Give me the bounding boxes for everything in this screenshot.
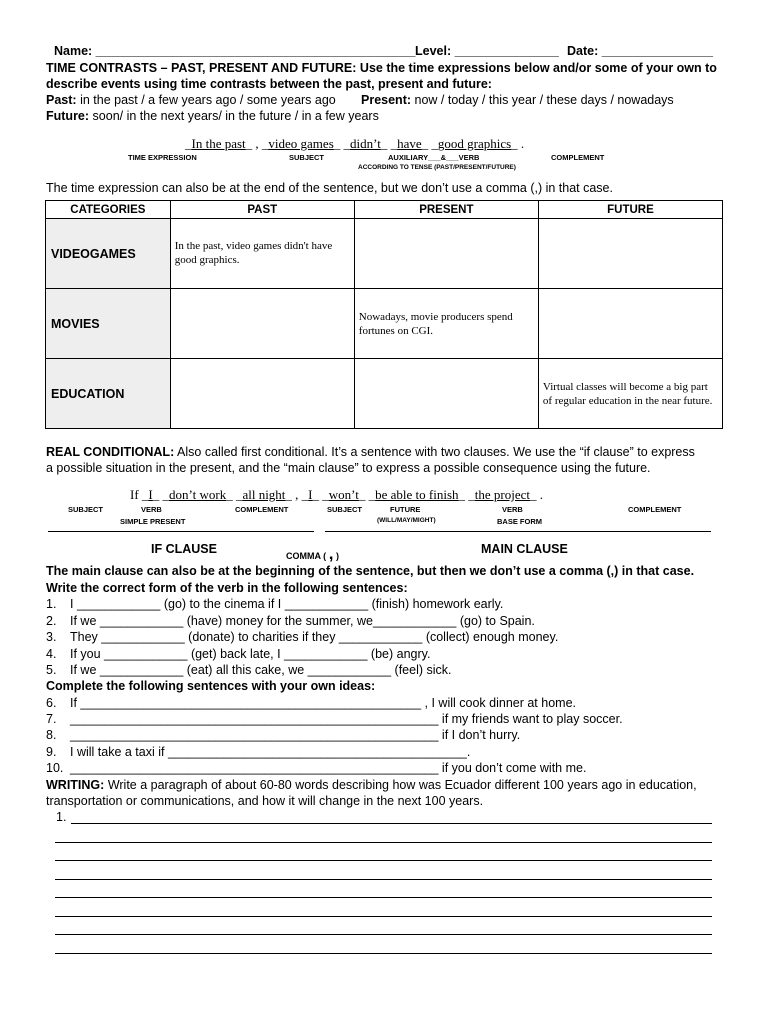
cell-videogames-present[interactable] <box>354 219 538 289</box>
real-conditional-title: REAL CONDITIONAL: <box>46 445 175 459</box>
real-conditional-intro-line2: a possible situation in the present, and the “main clause” to express a possible consequence using the future. <box>46 461 651 475</box>
example1-time-expression: In the past <box>191 136 246 151</box>
main-clause-line <box>325 531 711 532</box>
note-main-clause-first: The main clause can also be at the beginning of the sentence, but then we don’t use a comma (,) in that case. <box>46 564 695 578</box>
label-complement-main: COMPLEMENT <box>628 505 682 514</box>
real-conditional-intro: REAL CONDITIONAL: Also called first conditional. It’s a sentence with two clauses. We use the “if clause” to express <box>46 445 695 459</box>
example2-complement2: the project <box>474 487 531 502</box>
label-time-expression: TIME EXPRESSION <box>128 153 197 162</box>
label-according-to-tense: ACCORDING TO TENSE (PAST/PRESENT/FUTURE) <box>358 164 516 171</box>
cell-videogames-future[interactable] <box>538 219 722 289</box>
header-categories: CATEGORIES <box>46 201 171 219</box>
category-movies: MOVIES <box>46 289 171 359</box>
table-row <box>46 219 723 289</box>
label-verb-if: VERB <box>141 505 162 514</box>
label-subject: SUBJECT <box>289 153 325 162</box>
cell-education-future[interactable]: Virtual classes will become a big part of regular education in the near future. <box>538 359 722 429</box>
cell-education-present[interactable] <box>354 359 538 429</box>
list-item[interactable]: 10. _____________________________________________________ if you don’t come with me. <box>46 761 587 775</box>
exercise1-instruction: Write the correct form of the verb in the following sentences: <box>46 581 408 595</box>
note-time-expression-end: The time expression can also be at the end of the sentence, but we don’t use a comma (,) in that case. <box>46 181 613 195</box>
example2-verb2: be able to finish <box>375 487 459 502</box>
label-simple-present: SIMPLE PRESENT <box>120 517 186 526</box>
list-item[interactable]: 6. If _________________________________________________ , I will cook dinner at home. <box>46 696 576 710</box>
list-item[interactable]: 2. If we ____________ (have) money for the summer, we____________ (go) to Spain. <box>46 614 535 628</box>
cell-movies-past[interactable] <box>170 289 354 359</box>
list-item[interactable]: 4. If you ____________ (get) back late, I ____________ (be) angry. <box>46 647 431 661</box>
list-item[interactable]: 9. I will take a taxi if ___________________________________________. <box>46 745 471 759</box>
label-subject-if: SUBJECT <box>68 505 104 514</box>
example2-subject2: I <box>308 487 313 502</box>
writing-first-number: 1. <box>56 810 67 824</box>
writing-line[interactable] <box>55 934 712 935</box>
present-expressions: Present: now / today / this year / these days / nowadays <box>361 93 674 107</box>
writing-line[interactable] <box>55 916 712 917</box>
label-base-form: BASE FORM <box>497 517 542 526</box>
writing-line[interactable] <box>71 823 712 824</box>
label-subject-main: SUBJECT <box>327 505 363 514</box>
time-contrasts-intro <box>46 61 717 75</box>
example1-sentence: _In the past_ , _video games_ _didn’t_ _have_ _good graphics_ . <box>185 136 525 151</box>
example2-sentence: If _I_ _don’t work_ _all night_ , _I_ _won’t_ _be able to finish_ _the project_ . <box>130 487 544 502</box>
table-row <box>46 359 723 429</box>
writing-line[interactable] <box>55 953 712 954</box>
example2-subject: I <box>148 487 153 502</box>
if-clause-line <box>48 531 314 532</box>
list-item[interactable]: 3. They ____________ (donate) to charities if they ____________ (collect) enough money. <box>46 630 559 644</box>
label-auxiliary-verb: AUXILIARY___&___VERB <box>388 153 480 162</box>
future-expressions: Future: soon/ in the next years/ in the future / in a few years <box>46 109 379 123</box>
cell-videogames-past[interactable]: In the past, video games didn't have good graphics. <box>170 219 354 289</box>
list-item[interactable]: 5. If we ____________ (eat) all this cake, we ____________ (feel) sick. <box>46 663 452 677</box>
level-field[interactable]: Level: _______________ <box>415 44 559 58</box>
past-expressions: Past: in the past / a few years ago / some years ago <box>46 93 336 107</box>
category-education: EDUCATION <box>46 359 171 429</box>
comma-label: COMMA ( , ) <box>286 544 339 563</box>
writing-line[interactable] <box>55 879 712 880</box>
example2-future: won’t <box>328 487 359 502</box>
cell-education-past[interactable] <box>170 359 354 429</box>
writing-title: WRITING: <box>46 778 105 792</box>
list-item[interactable]: 8. _____________________________________________________ if I don’t hurry. <box>46 728 521 742</box>
label-verb-main: VERB <box>502 505 523 514</box>
cell-movies-future[interactable] <box>538 289 722 359</box>
writing-instruction: WRITING: Write a paragraph of about 60-80 words describing how was Ecuador different 100 years ago in education, <box>46 778 697 792</box>
example2-verb: don’t work <box>169 487 227 502</box>
header-present: PRESENT <box>354 201 538 219</box>
example2-complement: all night <box>242 487 286 502</box>
example1-auxiliary: didn’t <box>350 136 381 151</box>
label-future: FUTURE <box>390 505 421 514</box>
label-complement: COMPLEMENT <box>551 153 605 162</box>
example1-subject: video games <box>268 136 334 151</box>
time-contrast-table <box>45 200 723 429</box>
header-future: FUTURE <box>538 201 722 219</box>
time-contrasts-intro-text: Use the time expressions below and/or some of your own to <box>359 61 717 75</box>
main-clause-label: MAIN CLAUSE <box>481 542 568 556</box>
writing-line[interactable] <box>55 897 712 898</box>
time-contrasts-title: TIME CONTRASTS – PAST, PRESENT AND FUTURE: <box>46 61 357 75</box>
category-videogames: VIDEOGAMES <box>46 219 171 289</box>
label-complement-if: COMPLEMENT <box>235 505 289 514</box>
example1-complement: good graphics <box>437 136 512 151</box>
writing-line[interactable] <box>55 860 712 861</box>
cell-movies-present[interactable]: Nowadays, movie producers spend fortunes on CGI. <box>354 289 538 359</box>
name-field[interactable]: Name: ______________________________________________ <box>54 44 416 58</box>
time-contrasts-intro-line2: describe events using time contrasts between the past, present and future: <box>46 77 492 91</box>
list-item[interactable]: 7. _____________________________________________________ if my friends want to play soccer. <box>46 712 623 726</box>
header-past: PAST <box>170 201 354 219</box>
example1-verb: have <box>397 136 422 151</box>
table-header-row <box>46 201 723 219</box>
list-item[interactable]: 1. I ____________ (go) to the cinema if I ____________ (finish) homework early. <box>46 597 504 611</box>
writing-instruction-line2: transportation or communications, and how it will change in the next 100 years. <box>46 794 484 808</box>
writing-line[interactable] <box>55 842 712 843</box>
exercise2-instruction: Complete the following sentences with your own ideas: <box>46 679 376 693</box>
date-field[interactable]: Date: ________________ <box>567 44 713 58</box>
if-clause-label: IF CLAUSE <box>151 542 217 556</box>
label-will-may-might: (WILL/MAY/MIGHT) <box>377 517 436 524</box>
table-row <box>46 289 723 359</box>
